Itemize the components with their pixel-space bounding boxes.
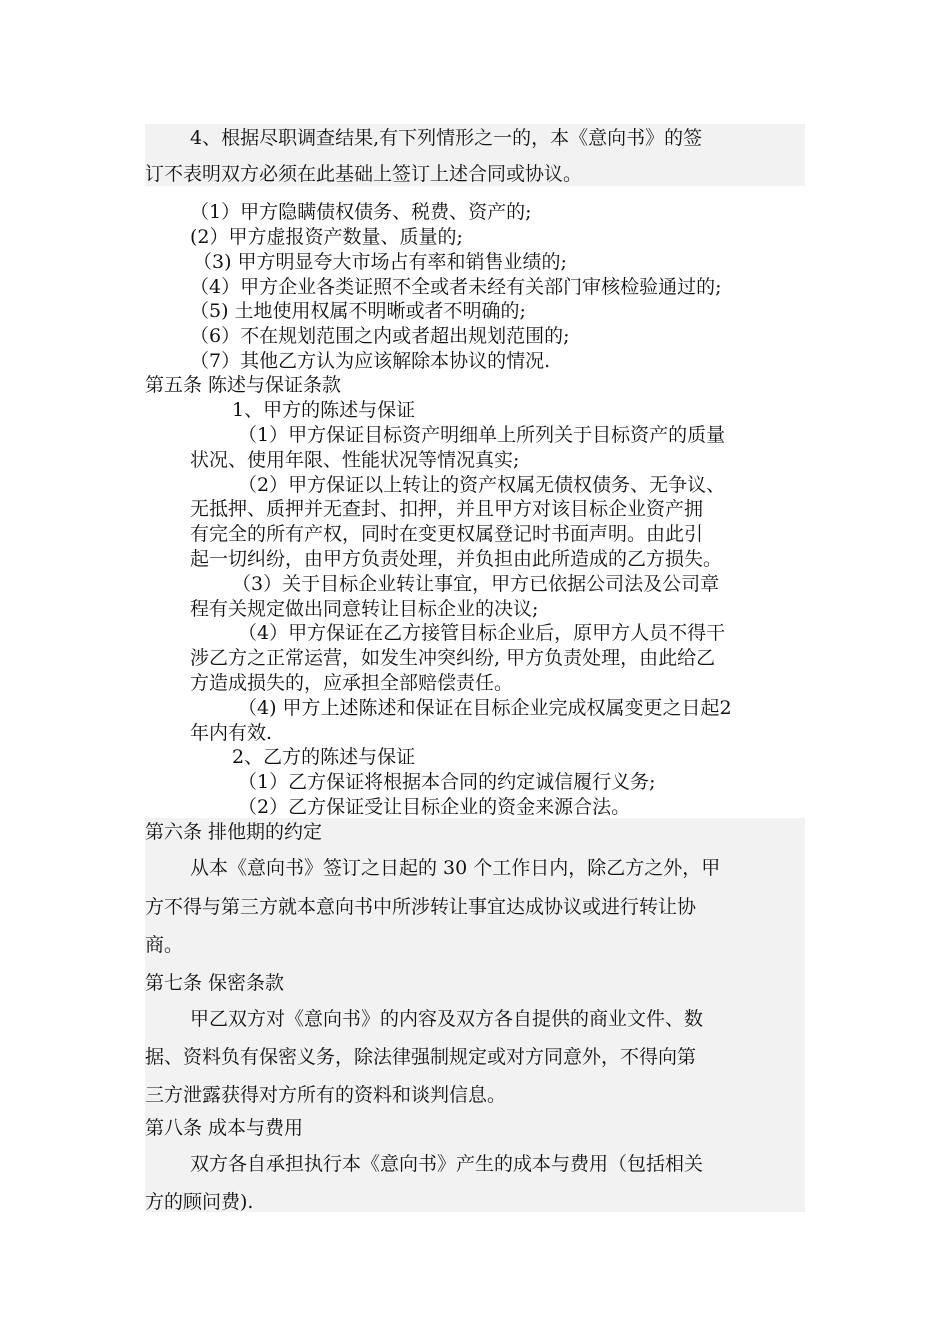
a5-item5-line: 年内有效. — [190, 722, 273, 744]
list-item: （5) 土地使用权属不明晰或者不明确的; — [190, 300, 526, 322]
a5-item1-line: 状况、使用年限、性能状况等情况真实; — [190, 449, 520, 471]
list-item: （1）甲方隐瞒债权债务、税费、资产的; — [190, 201, 532, 223]
article8-line: 双方各自承担执行本《意向书》产生的成本与费用（包括相关 — [190, 1153, 704, 1175]
article5-subheading-2: 2、乙方的陈述与保证 — [232, 746, 416, 768]
article6-heading: 第六条 排他期的约定 — [145, 821, 323, 843]
article6-line: 商。 — [145, 934, 184, 956]
article5-heading: 第五条 陈述与保证条款 — [145, 374, 342, 396]
article7-heading: 第七条 保密条款 — [145, 972, 285, 994]
para4-line-2: 订不表明双方必须在此基础上签订上述合同或协议。 — [145, 163, 583, 185]
a5-item2-line: 起一切纠纷，由甲方负责处理，并负担由此所造成的乙方损失。 — [190, 548, 723, 570]
a5-item3-line: （3）关于目标企业转让事宜，甲方已依据公司法及公司章 — [232, 573, 720, 595]
list-item: （7）其他乙方认为应该解除本协议的情况. — [190, 350, 551, 372]
a5-item4-line: 涉乙方之正常运营，如发生冲突纠纷, 甲方负责处理，由此给乙 — [190, 647, 716, 669]
b-item: （2）乙方保证受让目标企业的资金来源合法。 — [238, 796, 631, 818]
a5-item4-line: （4）甲方保证在乙方接管目标企业后，原甲方人员不得干 — [238, 622, 726, 644]
list-item: （3) 甲方明显夸大市场占有率和销售业绩的; — [193, 251, 567, 273]
article5-subheading-1: 1、甲方的陈述与保证 — [232, 399, 416, 421]
a5-item2-line: （2）甲方保证以上转让的资产权属无债权债务、无争议、 — [238, 474, 726, 496]
a5-item2-line: 有完全的所有产权，同时在变更权属登记时书面声明。由此引 — [190, 523, 704, 545]
list-item: (2）甲方虚报资产数量、质量的; — [190, 226, 463, 248]
list-item: （6）不在规划范围之内或者超出规划范围的; — [190, 325, 570, 347]
article6-line: 从本《意向书》签订之日起的 30 个工作日内，除乙方之外，甲 — [190, 857, 721, 879]
a5-item1-line: （1）甲方保证目标资产明细单上所列关于目标资产的质量 — [238, 424, 726, 446]
a5-item2-line: 无抵押、质押并无查封、扣押，并且甲方对该目标企业资产拥 — [190, 498, 704, 520]
article8-line: 方的顾问费). — [145, 1191, 254, 1213]
article7-line: 据、资料负有保密义务，除法律强制规定或对方同意外，不得向第 — [145, 1046, 697, 1068]
para4-line-1: 4、根据尽职调查结果,有下列情形之一的，本《意向书》的签 — [190, 127, 703, 149]
list-item: （4）甲方企业各类证照不全或者未经有关部门审核检验通过的; — [190, 276, 722, 298]
article6-line: 方不得与第三方就本意向书中所涉转让事宜达成协议或进行转让协 — [145, 896, 697, 918]
article7-line: 甲乙双方对《意向书》的内容及双方各自提供的商业文件、数 — [190, 1008, 704, 1030]
a5-item4-line: 方造成损失的，应承担全部赔偿责任。 — [190, 672, 514, 694]
article7-line: 三方泄露获得对方所有的资料和谈判信息。 — [145, 1084, 507, 1106]
a5-item5-line: （4) 甲方上述陈述和保证在目标企业完成权属变更之日起2 — [238, 697, 732, 719]
article8-heading: 第八条 成本与费用 — [145, 1117, 304, 1139]
a5-item3-line: 程有关规定做出同意转让目标企业的决议; — [190, 598, 539, 620]
b-item: （1）乙方保证将根据本合同的约定诚信履行义务; — [238, 771, 656, 793]
